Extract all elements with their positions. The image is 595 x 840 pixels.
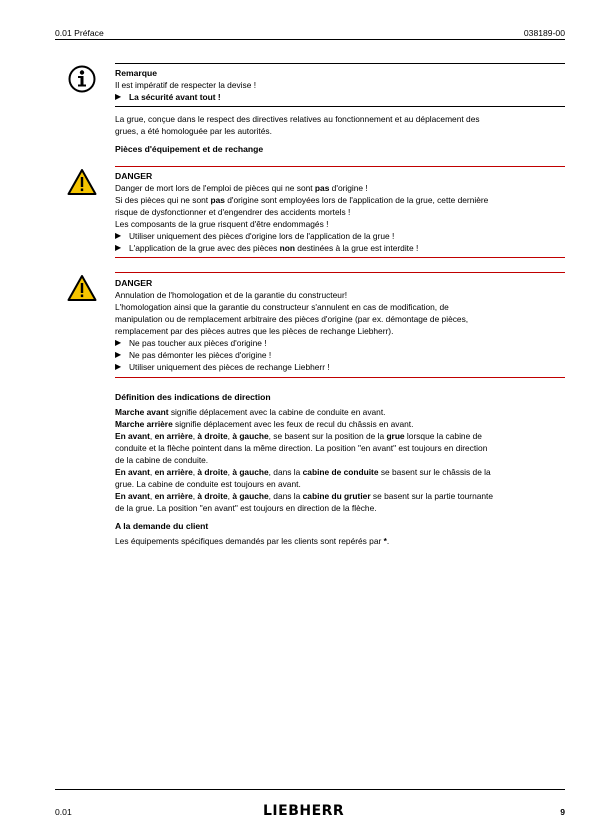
danger1-line: Si des pièces qui ne sont pas d'origine sont employées lors de l'application de la grue, cette dernière [115,195,489,205]
direction-line: En avant, en arrière, à droite, à gauche, se basent sur la position de la grue lorsque la cabine de [115,431,482,441]
direction-line: de la cabine de conduite. [115,455,209,465]
direction-line: de la grue. La position "en avant" est toujours en direction de la flèche. [115,503,377,513]
note-rule-top [115,63,565,64]
direction-line: Marche avant signifie déplacement avec la cabine de conduite en avant. [115,407,386,417]
bullet-arrow-icon: ▶ [115,338,122,347]
direction-heading: Définition des indications de direction [115,392,271,402]
intro-paragraph [115,113,565,137]
intro-line: grues, a été homologuée par les autorités. [115,126,272,136]
page-number: 9 [560,807,565,817]
danger2-line: manipulation ou de remplacement arbitraire des pièces d'origine (par ex. démontage de pièces, [115,314,469,324]
direction-line: conduite et la flèche pointent dans la même direction. La position "en avant" est toujours en direction [115,443,488,453]
note-bullet-text: La sécurité avant tout ! [129,92,221,102]
client-text: Les équipements spécifiques demandés par les clients sont repérés par *. [115,536,390,546]
footer-version: 0.01 [55,807,72,817]
danger2-bullet: ▶ Ne pas toucher aux pièces d'origine ! [115,338,267,348]
danger1-bullet: ▶ Utiliser uniquement des pièces d'origine lors de l'application de la grue ! [115,231,395,241]
danger2-rule-bottom [115,377,565,378]
header-rule [55,39,565,40]
footer-rule [55,789,565,790]
danger1-line: Les composants de la grue risquent d'être endommagés ! [115,219,329,229]
direction-section [115,391,565,514]
danger1-rule-bottom [115,257,565,258]
bullet-arrow-icon: ▶ [115,92,122,101]
liebherr-logo: LIEBHERR [263,803,345,819]
bullet-arrow-icon: ▶ [115,231,122,240]
danger1-rule-top [115,166,565,167]
info-icon [67,64,97,94]
intro-line: La grue, conçue dans le respect des directives relatives au fonctionnement et au déplacement des [115,114,480,124]
direction-line: Marche arrière signifie déplacement avec les feux de recul du châssis en avant. [115,419,414,429]
direction-line: En avant, en arrière, à droite, à gauche, dans la cabine de conduite se basent sur le châssis de la [115,467,491,477]
danger1-line: Danger de mort lors de l'emploi de pièces qui ne sont pas d'origine ! [115,183,368,193]
bullet-arrow-icon: ▶ [115,243,122,252]
client-section [115,520,565,547]
danger2-line: Annulation de l'homologation et de la garantie du constructeur! [115,290,348,300]
danger2-title: DANGER [115,278,153,288]
note-bullet [115,91,565,103]
danger2-bullet: ▶ Ne pas démonter les pièces d'origine ! [115,350,272,360]
danger2-line: remplacement par des pièces autres que les pièces de rechange Liebherr). [115,326,394,336]
note-text: Il est impératif de respecter la devise ! [115,80,257,90]
bullet-arrow-icon: ▶ [115,350,122,359]
direction-line: grue. La cabine de conduite est toujours en avant. [115,479,301,489]
header-section: 0.01 Préface [55,28,104,38]
danger2-line: L'homologation ainsi que la garantie du constructeur s'annulent en cas de modification, de [115,302,449,312]
bullet-arrow-icon: ▶ [115,362,122,371]
client-heading: A la demande du client [115,521,209,531]
danger2-rule-top [115,272,565,273]
danger2-bullet: ▶ Utiliser uniquement des pièces de rechange Liebherr ! [115,362,330,372]
spare-parts-heading: Pièces d'équipement et de rechange [115,144,264,154]
danger1-block [115,170,565,254]
header-doc-number: 038189-00 [523,28,565,38]
direction-line: En avant, en arrière, à droite, à gauche, dans la cabine du grutier se basent sur la partie tournante [115,491,494,501]
danger2-block [115,277,565,373]
danger1-bullet: ▶ L'application de la grue avec des pièces non destinées à la grue est interdite ! [115,243,419,253]
note-title: Remarque [115,68,158,78]
warning-icon [67,274,97,304]
warning-icon [67,168,97,198]
danger1-line: risque de dysfonctionner et d'engendrer des accidents mortels ! [115,207,351,217]
danger1-title: DANGER [115,171,153,181]
note-block [115,67,565,103]
note-rule-bottom [115,106,565,107]
